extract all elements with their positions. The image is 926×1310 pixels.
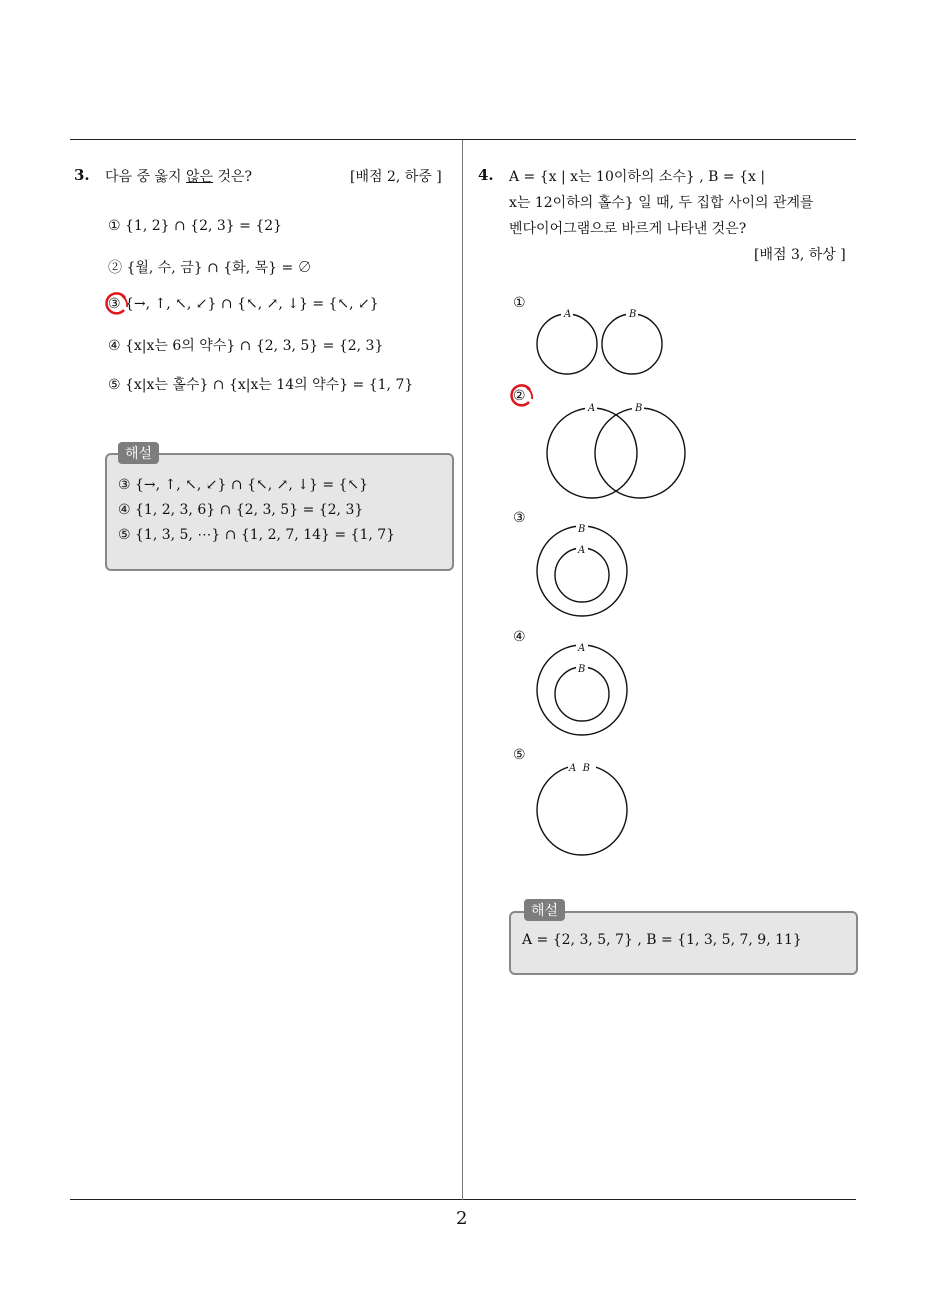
q4-stem-line-2: x는 12이하의 홀수} 일 때, 두 집합 사이의 관계를	[509, 195, 814, 211]
q3-option-3[interactable]: ③ {→, ↑, ↖, ↙} ∩ {↖, ↗, ↓} = {↖, ↙}	[108, 296, 379, 312]
q3-solution-line: ③ {→, ↑, ↖, ↙} ∩ {↖, ↗, ↓} = {↖}	[118, 477, 369, 493]
q3-stem: 다음 중 옳지 않은 것은?	[105, 169, 253, 185]
set-b-label: B	[635, 403, 643, 414]
set-b-label: B	[578, 664, 586, 675]
q4-solution-line: A = {2, 3, 5, 7} , B = {1, 3, 5, 7, 9, 11}	[522, 932, 802, 948]
q3-option-4[interactable]: ④ {x|x는 6의 약수} ∩ {2, 3, 5} = {2, 3}	[108, 338, 384, 354]
q4-score: [배점 3, 하상 ]	[754, 247, 846, 263]
venn-diagram-option-3	[530, 518, 640, 622]
set-b-label: B	[629, 309, 637, 320]
q4-option-5-mark[interactable]: ⑤	[513, 747, 526, 763]
answer-circle-mark-icon	[508, 382, 536, 410]
q4-stem-line-3: 벤다이어그램으로 바르게 나타낸 것은?	[509, 221, 747, 237]
q3-option-5[interactable]: ⑤ {x|x는 홀수} ∩ {x|x는 14의 약수} = {1, 7}	[108, 377, 414, 393]
venn-diagram-option-5	[530, 756, 640, 860]
set-b-label: B	[578, 524, 586, 535]
venn-diagram-option-1	[530, 306, 670, 378]
q3-solution-line: ④ {1, 2, 3, 6} ∩ {2, 3, 5} = {2, 3}	[118, 502, 364, 518]
venn-diagram-option-2	[540, 398, 690, 502]
q3-option-1[interactable]: ① {1, 2} ∩ {2, 3} = {2}	[108, 218, 283, 234]
q3-number: 3.	[74, 166, 90, 184]
column-divider	[462, 140, 463, 1200]
q4-option-2-mark[interactable]: ②	[513, 388, 526, 404]
set-a-label: A	[564, 309, 572, 320]
q4-number: 4.	[478, 166, 494, 184]
q3-solution-line: ⑤ {1, 3, 5, ⋯} ∩ {1, 2, 7, 14} = {1, 7}	[118, 527, 396, 543]
q4-option-1-mark[interactable]: ①	[513, 295, 526, 311]
q4-option-3-mark[interactable]: ③	[513, 510, 526, 526]
set-a-label: A	[578, 545, 586, 556]
set-ab-label: A B	[569, 763, 590, 774]
q3-option-2[interactable]: ② {월, 수, 금} ∩ {화, 목} = ∅	[108, 260, 312, 276]
set-a-label: A	[578, 643, 586, 654]
answer-circle-mark-icon	[103, 290, 131, 318]
bottom-rule	[70, 1199, 856, 1200]
page-number: 2	[456, 1208, 468, 1229]
q4-option-4-mark[interactable]: ④	[513, 629, 526, 645]
top-rule	[70, 139, 856, 140]
q4-stem-line-1: A = {x | x는 10이하의 소수} , B = {x |	[509, 169, 766, 185]
set-a-label: A	[588, 403, 596, 414]
venn-diagram-option-4	[530, 637, 640, 741]
q3-score: [배점 2, 하중 ]	[350, 169, 442, 185]
q3-solution-tag: 해설	[118, 442, 159, 464]
q4-solution-tag: 해설	[524, 899, 565, 921]
